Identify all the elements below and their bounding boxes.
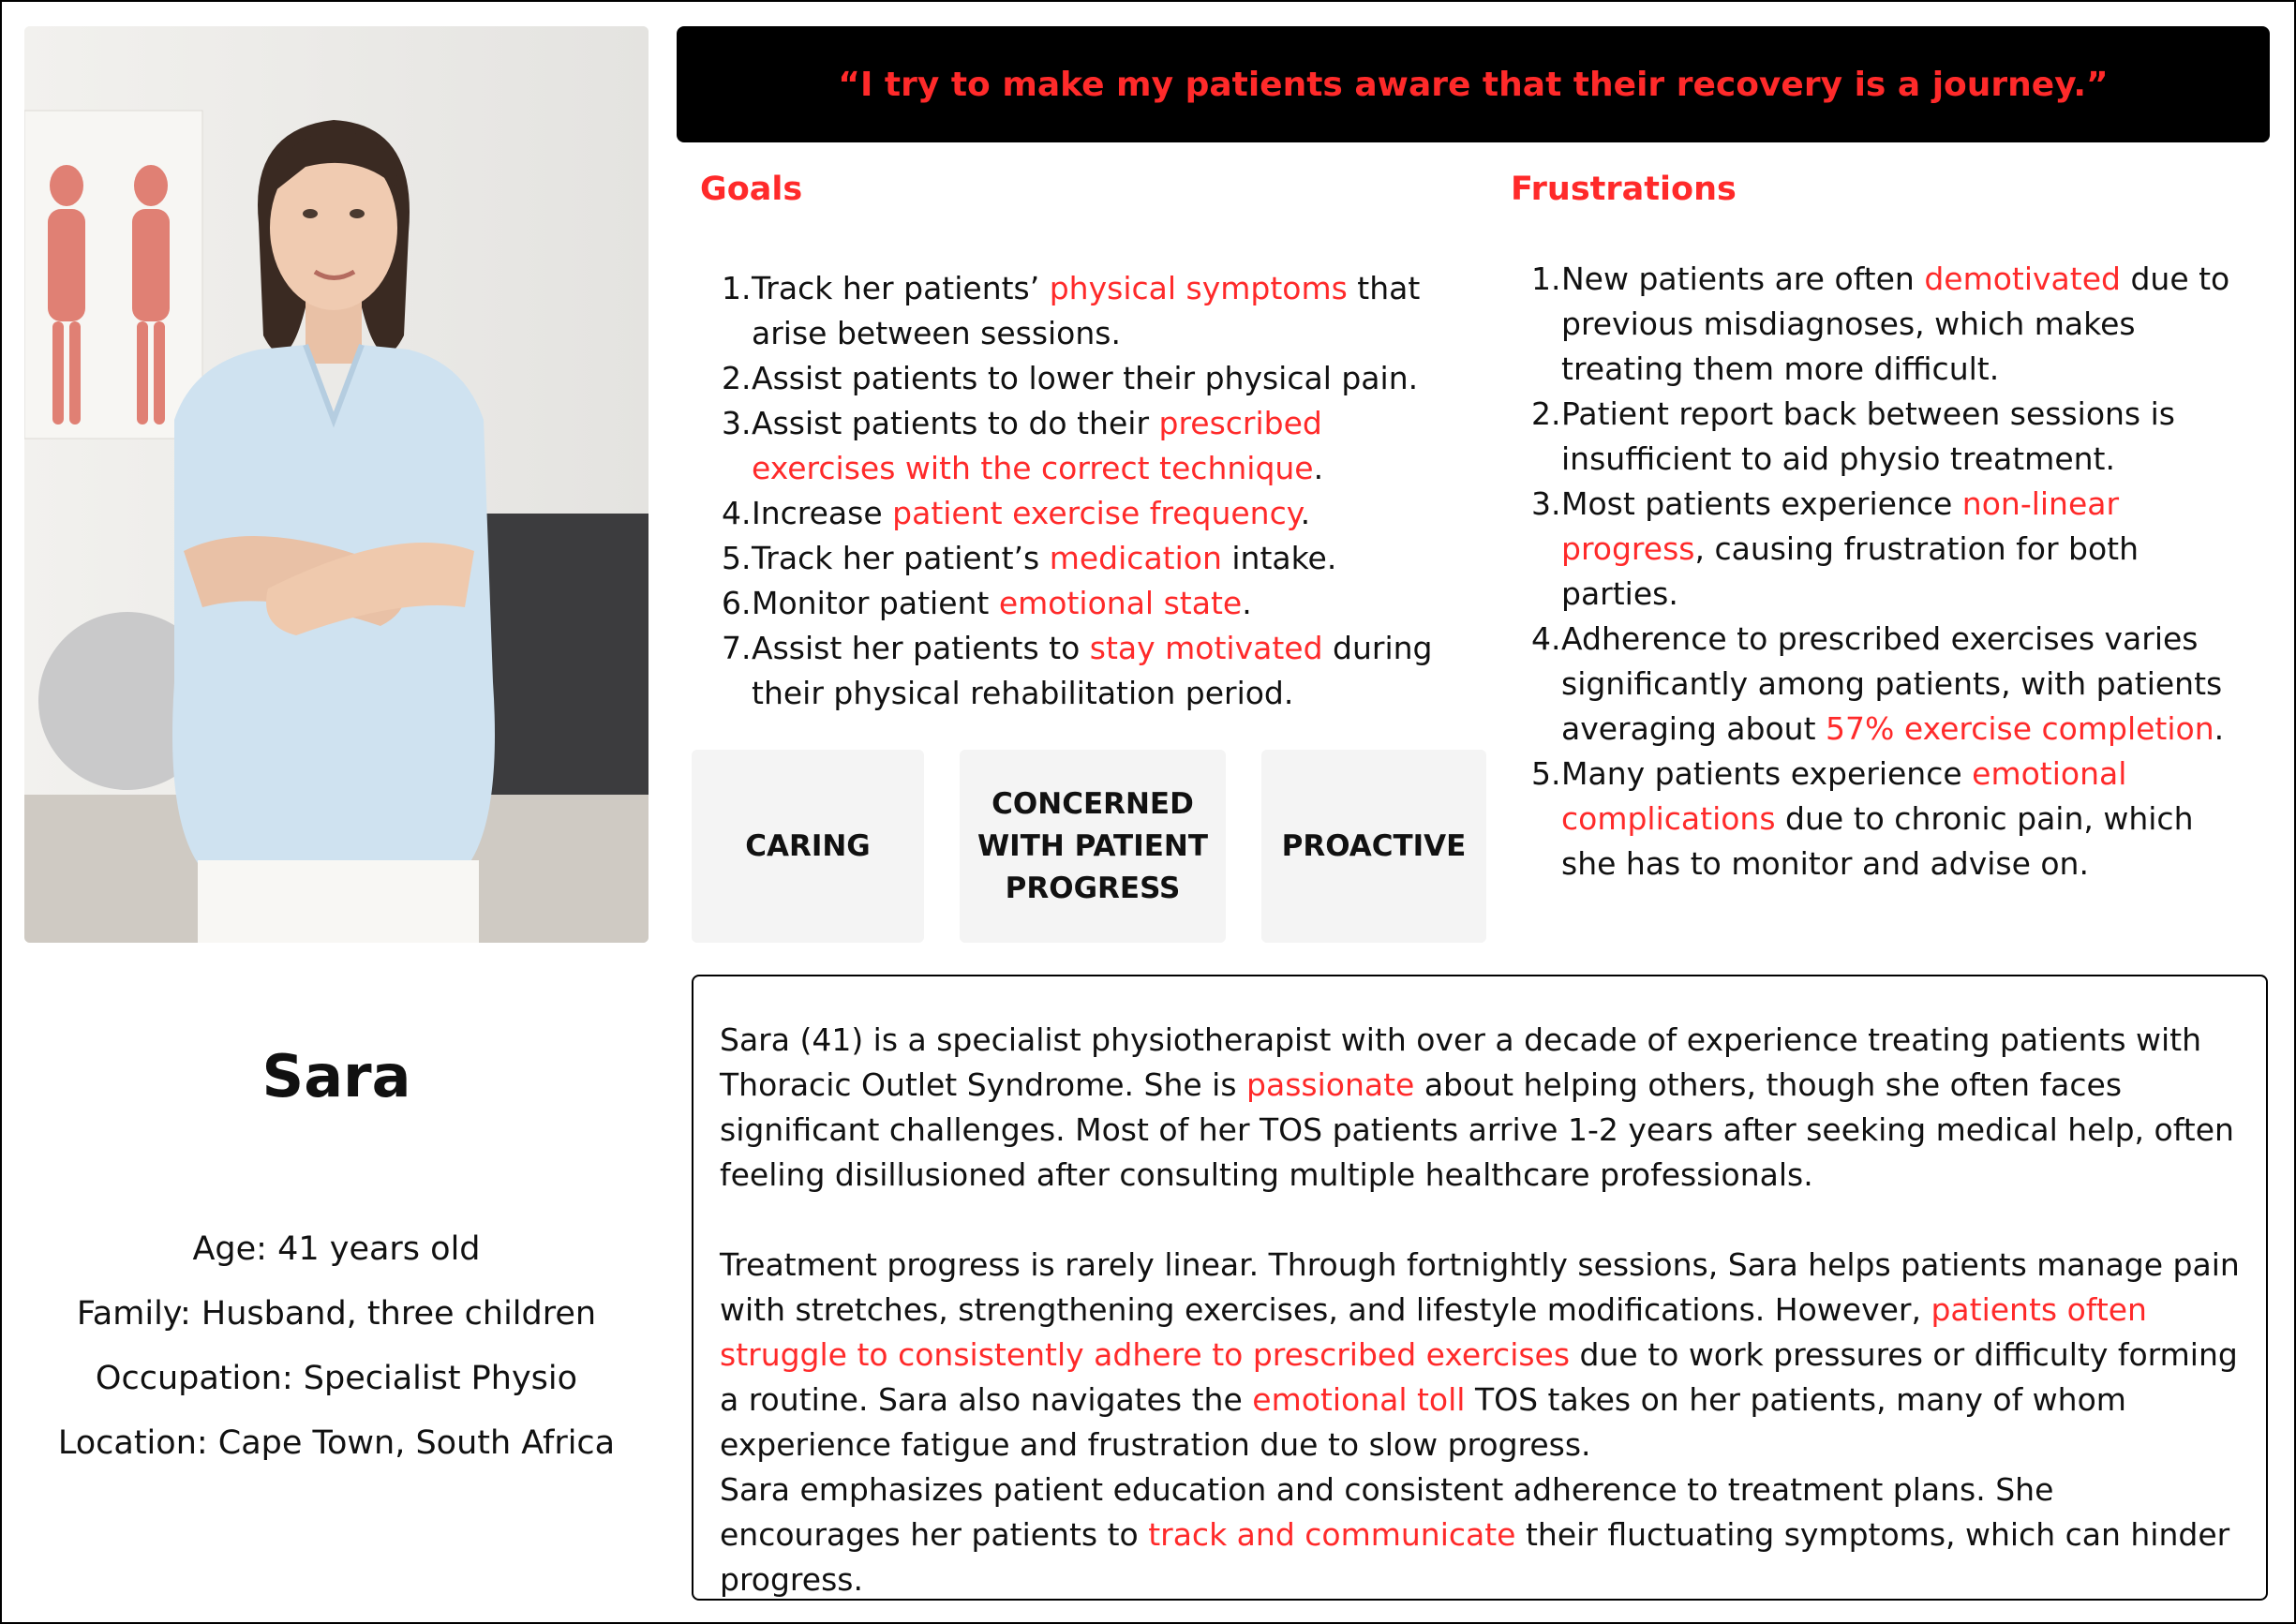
frustrations-heading: Frustrations (1511, 171, 1737, 208)
goal-item: 3. Assist patients to do their prescribed exercises with the correct technique. (722, 405, 1324, 486)
quote-banner (677, 26, 2270, 142)
frustration-item: 2. Patient report back between sessions is insufficient to aid physio treatment. (1531, 395, 2175, 477)
trait-caring: CARING (692, 750, 924, 943)
bio-paragraph: Sara emphasizes patient education and consistent adherence to treatment plans. She encourages her patients to track and communicate their fluctuating symptoms, which can hinder progress. (720, 1471, 2230, 1598)
persona-name: Sara (261, 1042, 411, 1110)
persona-details (24, 1217, 649, 1476)
persona-photo-illustration (24, 26, 649, 943)
persona-bio (692, 975, 2268, 1601)
frustration-item: 5. Many patients experience emotional complications due to chronic pain, which she has to monitor and advise on. (1531, 755, 2194, 882)
quote-text: “I try to make my patients aware that their recovery is a journey.” (838, 65, 2109, 104)
frustration-item: 4. Adherence to prescribed exercises varies significantly among patients, with patients averaging about 57% exercise completion. (1531, 620, 2225, 747)
frustration-item: 1. New patients are often demotivated due to previous misdiagnoses, which makes treating them more difficult. (1531, 261, 2230, 387)
trait-proactive: PROACTIVE (1261, 750, 1486, 943)
goals-list (722, 266, 1438, 716)
goals-heading: Goals (700, 171, 803, 208)
goal-item: 5. Track her patient’s medication intake. (722, 540, 1337, 576)
persona-location: Location: Cape Town, South Africa (57, 1424, 616, 1462)
persona-family: Family: Husband, three children (76, 1295, 597, 1333)
persona-photo (24, 26, 649, 943)
frustrations-list (1531, 257, 2257, 886)
goal-item: 6. Monitor patient emotional state. (722, 585, 1252, 621)
goal-item: 2. Assist patients to lower their physical pain. (722, 360, 1419, 396)
goal-item: 7. Assist her patients to stay motivated during their physical rehabilitation period. (722, 630, 1433, 711)
trait-concerned-with-patient-progress: CONCERNED WITH PATIENT PROGRESS (960, 750, 1226, 943)
frustration-item: 3. Most patients experience non-linear progress, causing frustration for both parties. (1531, 485, 2139, 612)
persona-occupation: Occupation: Specialist Physio (95, 1360, 578, 1397)
persona-age: Age: 41 years old (192, 1230, 481, 1268)
goal-item: 4. Increase patient exercise frequency. (722, 495, 1311, 531)
bio-paragraph: Sara (41) is a specialist physiotherapist with over a decade of experience treating patients with Thoracic Outlet Syndrome. She is passionate about helping others, though she often faces significant challenges. Most of her TOS patients arrive 1-2 years after seeking medical help, often feeling disillusioned after consulting multiple healthcare professionals. (720, 1021, 2234, 1193)
bio-paragraph: Treatment progress is rarely linear. Through fortnightly sessions, Sara helps patients manage pain with stretches, strengthening exercises, and lifestyle modifications. However, patients often struggle to consistently adhere to prescribed exercises due to work pressures or difficulty forming a routine. Sara also navigates the emotional toll TOS takes on her patients, many of whom experience fatigue and frustration due to slow progress. (720, 1246, 2240, 1463)
goal-item: 1. Track her patients’ physical symptoms that arise between sessions. (722, 270, 1421, 351)
